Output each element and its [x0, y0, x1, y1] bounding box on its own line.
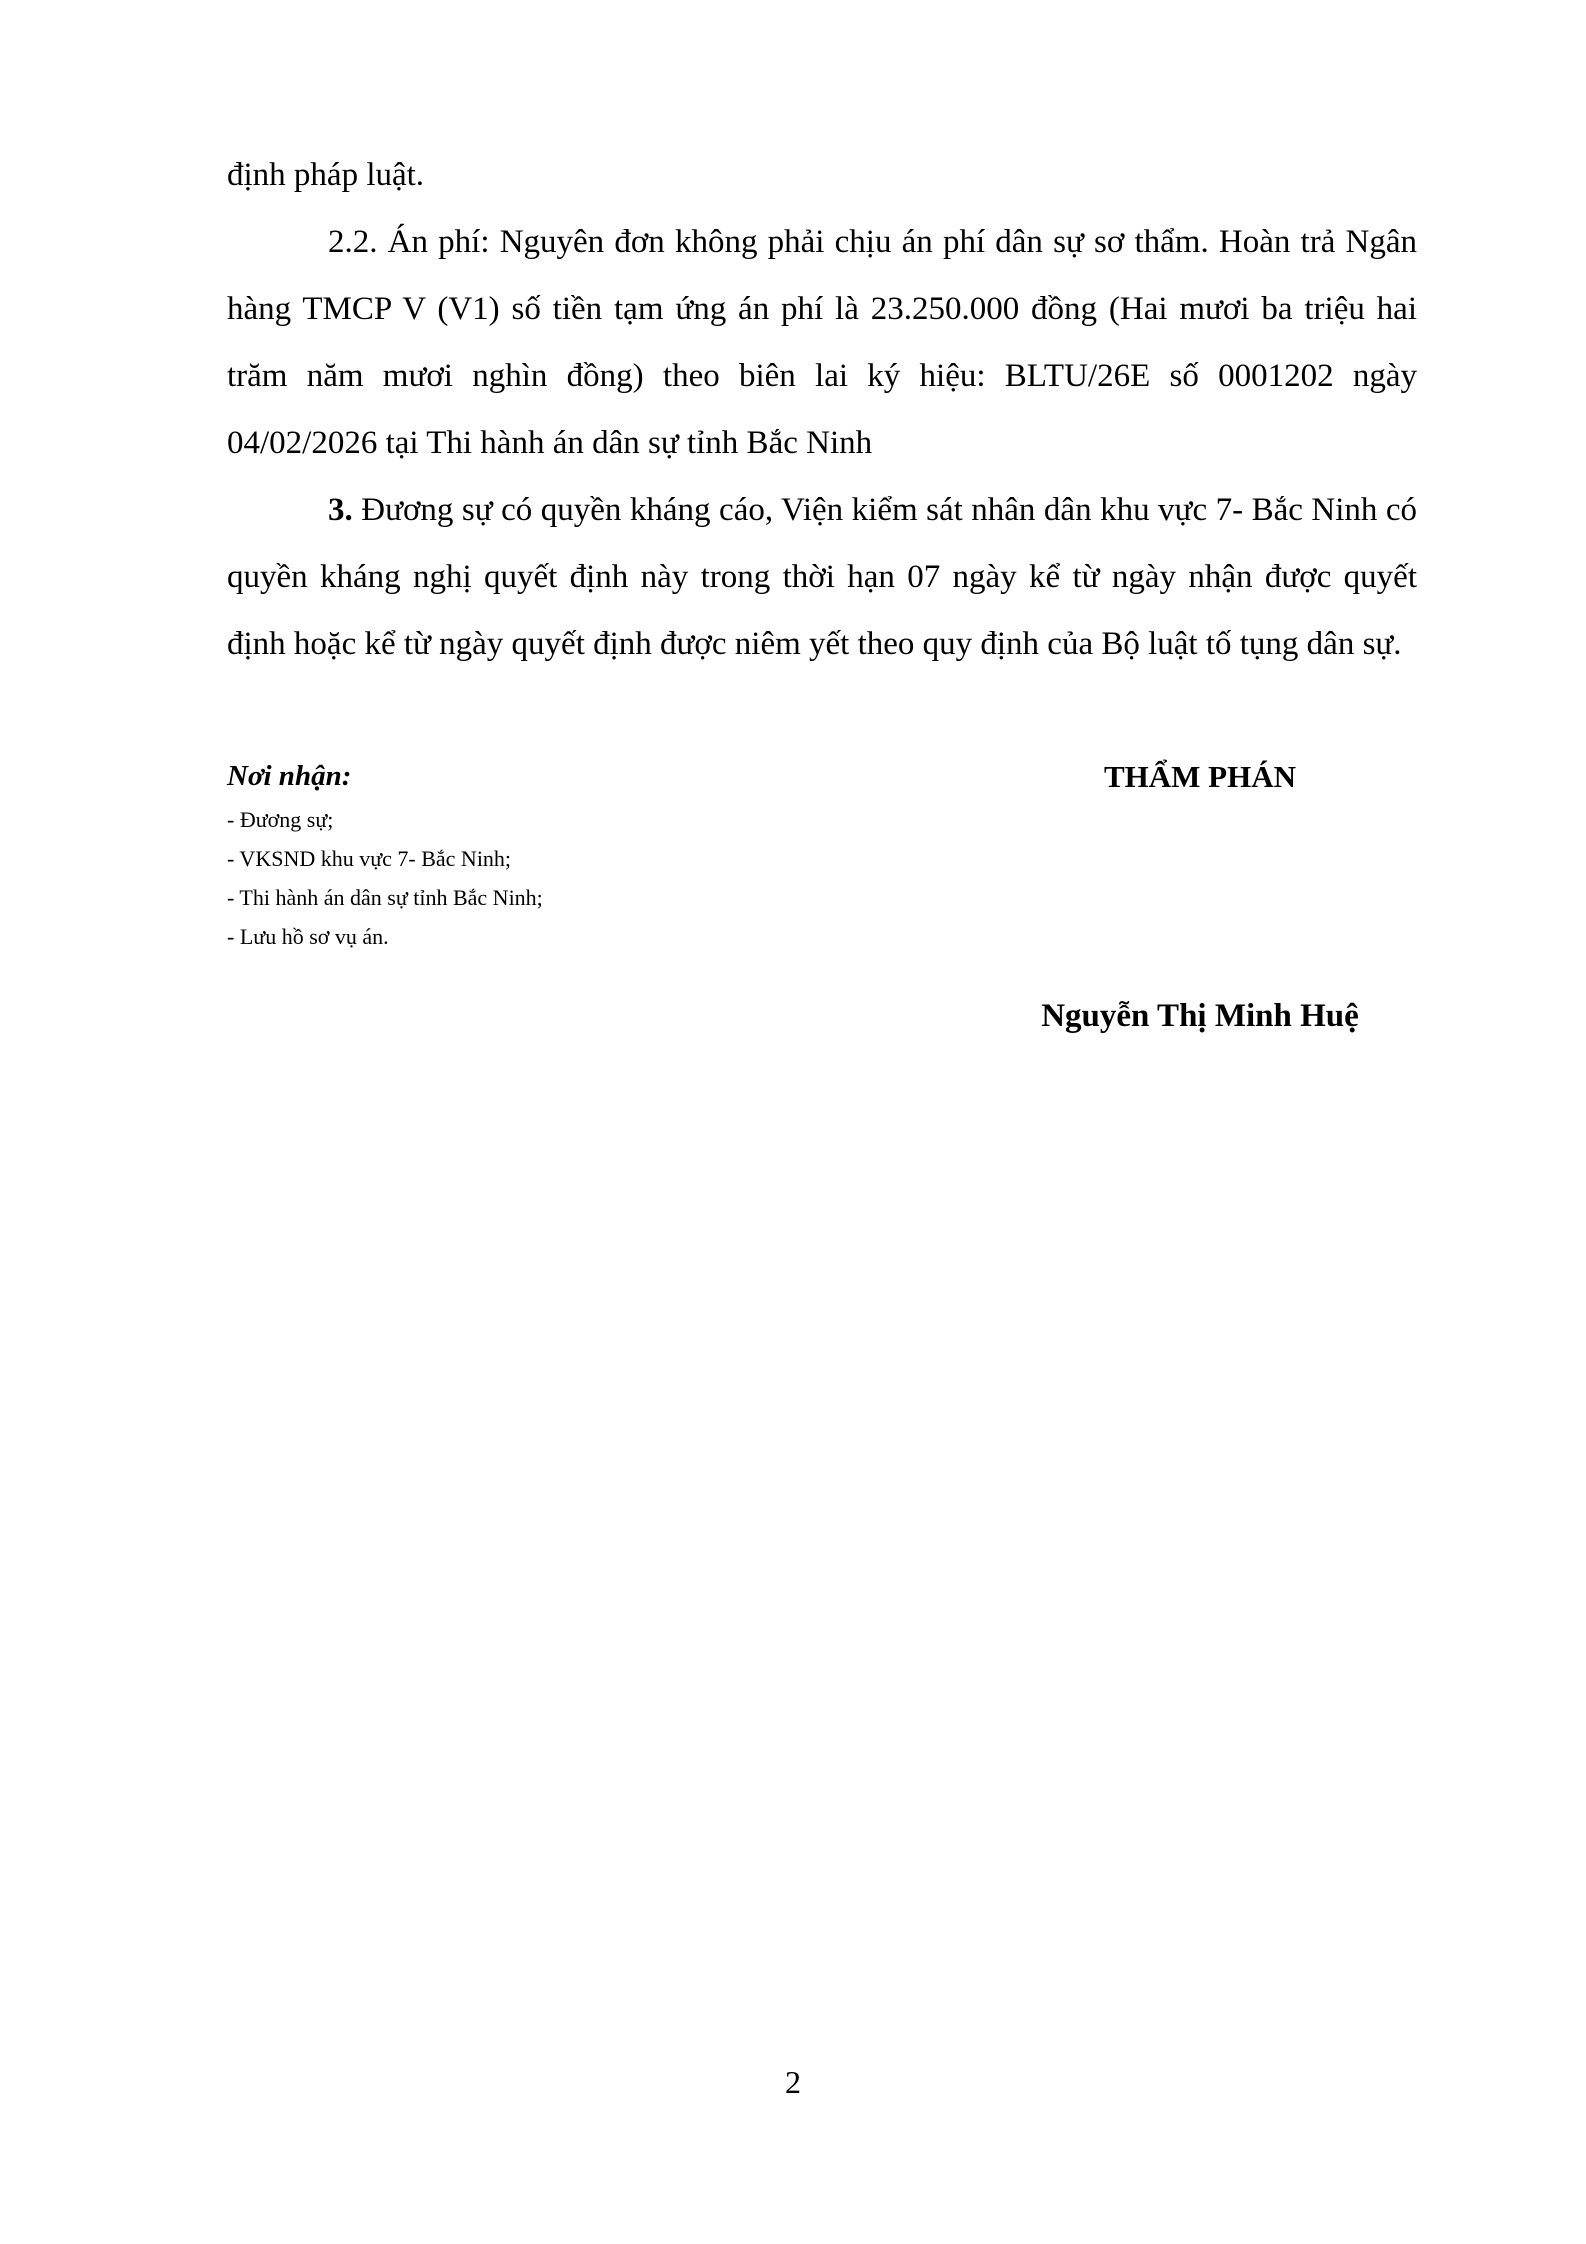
document-body — [227, 142, 1417, 678]
recipients-block — [227, 756, 827, 956]
paragraph-appeal-text: Đương sự có quyền kháng cáo, Viện kiểm sát nhân dân khu vực 7- Bắc Ninh có quyền kháng nghị quyết định này trong thời hạn 07 ngày kể từ ngày nhận được quyết định hoặc kể từ ngày quyết định được niêm yết theo quy định của Bộ luật tố tụng dân sự. — [227, 492, 1418, 662]
signer-name: Nguyễn Thị Minh Huệ — [1041, 998, 1359, 1034]
recipients-title: Nơi nhận: — [227, 760, 352, 792]
signature-title: THẨM PHÁN — [1103, 759, 1296, 794]
recipient-item: - VKSND khu vực 7- Bắc Ninh; — [227, 846, 512, 871]
recipient-item: - Đương sự; — [227, 807, 334, 832]
recipients-list — [227, 800, 827, 956]
paragraph-continuation: định pháp luật. — [227, 157, 425, 193]
recipient-item: - Lưu hồ sơ vụ án. — [227, 924, 389, 949]
section-number: 3. — [328, 492, 353, 528]
recipient-item: - Thi hành án dân sự tỉnh Bắc Ninh; — [227, 885, 543, 910]
paragraph-court-fee: 2.2. Án phí: Nguyên đơn không phải chịu án phí dân sự sơ thẩm. Hoàn trả Ngân hàng TMCP V (V1) số tiền tạm ứng án phí là 23.250.000 đồng (Hai mươi ba triệu hai trăm năm mươi nghìn đồng) theo biên lai ký hiệu: BLTU/26E số 0001202 ngày 04/02/2026 tại Thi hành án dân sự tỉnh Bắc Ninh — [227, 224, 1417, 461]
page-number: 2 — [785, 2064, 801, 2100]
paragraph-appeal-rights — [227, 477, 1417, 678]
